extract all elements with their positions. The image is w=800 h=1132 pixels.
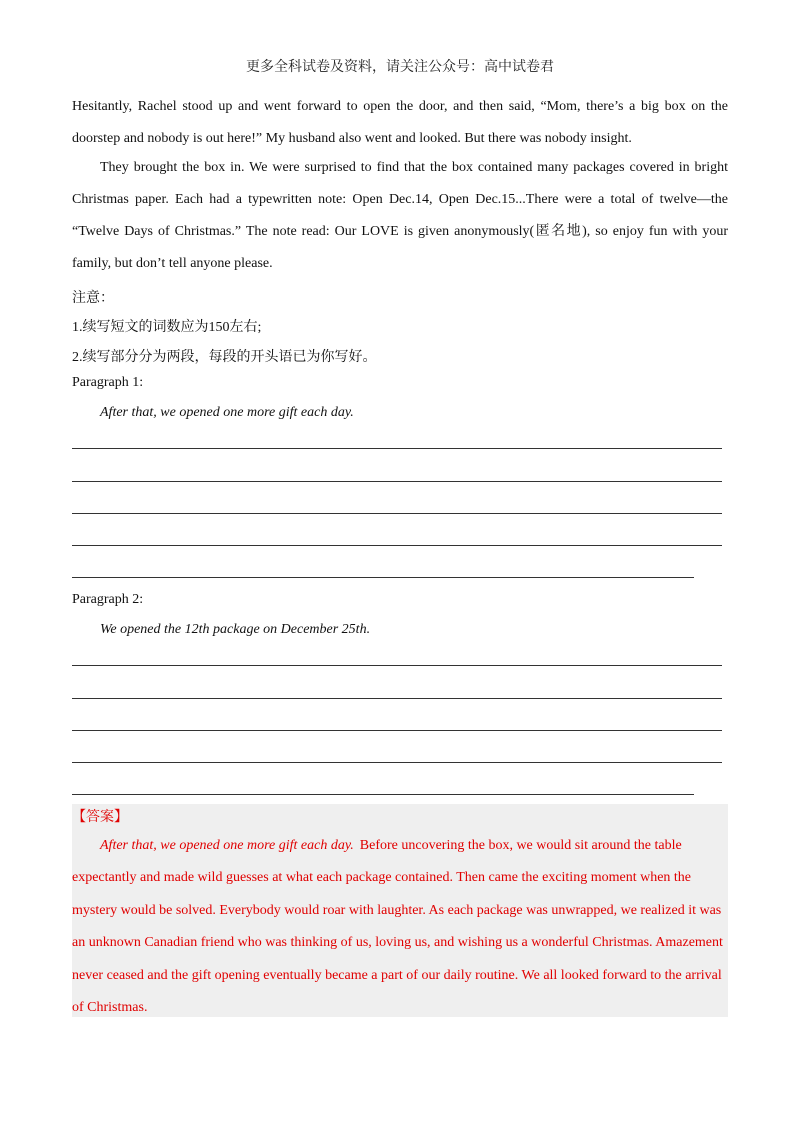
writing-line bbox=[72, 794, 694, 795]
writing-line bbox=[72, 730, 722, 731]
writing-line bbox=[72, 545, 722, 546]
writing-line bbox=[72, 481, 722, 482]
writing-line bbox=[72, 665, 722, 666]
paragraph-1-label: Paragraph 1: bbox=[72, 375, 144, 390]
passage-paragraph-1: Hesitantly, Rachel stood up and went forward to open the door, and then said, “Mom, there’s a big box on the doorstep and nobody is out here!” My husband also went and looked. But there was nobody insight. bbox=[72, 99, 728, 146]
writing-line bbox=[72, 762, 722, 763]
paragraph-2-label: Paragraph 2: bbox=[72, 592, 144, 607]
notes-item-paragraphs: 2.续写部分分为两段，每段的开头语已为你写好。 bbox=[72, 350, 377, 365]
notes-item-word-count: 1.续写短文的词数应为150左右; bbox=[72, 320, 262, 335]
answer-lead: After that, we opened one more gift each day. bbox=[100, 838, 354, 853]
paragraph-2-opening: We opened the 12th package on December 25th. bbox=[100, 622, 371, 637]
notes-title: 注意： bbox=[72, 291, 114, 306]
answer-body: Before uncovering the box, we would sit around the table expectantly and made wild guesses at what each package contained. Then came the exciting moment when the mystery would be solved. Everybody would roar with laughter. As each package was unwrapped, we realized it was an unknown Canadian friend who was thinking of us, loving us, and wishing us a wonderful Christmas. Amazement never ceased and the gift opening eventually became a part of our daily routine. We all looked forward to the arrival of Christmas. bbox=[72, 838, 723, 1016]
writing-line bbox=[72, 513, 722, 514]
writing-line bbox=[72, 698, 722, 699]
answer-label: 【答案】 bbox=[72, 810, 128, 825]
answer-text bbox=[72, 830, 728, 1024]
passage-paragraph-2: They brought the box in. We were surprised to find that the box contained many packages covered in bright Christmas paper. Each had a typewritten note: Open Dec.14, Open Dec.15...There were a total of twelve—the “Twelve Days of Christmas.” The note read: Our LOVE is given anonymously(匿名地), so enjoy fun with your family, but don’t tell anyone please. bbox=[72, 160, 728, 271]
page-header: 更多全科试卷及资料，请关注公众号：高中试卷君 bbox=[246, 60, 554, 75]
writing-line bbox=[72, 577, 694, 578]
writing-line bbox=[72, 448, 722, 449]
paragraph-1-opening: After that, we opened one more gift each day. bbox=[100, 405, 354, 420]
